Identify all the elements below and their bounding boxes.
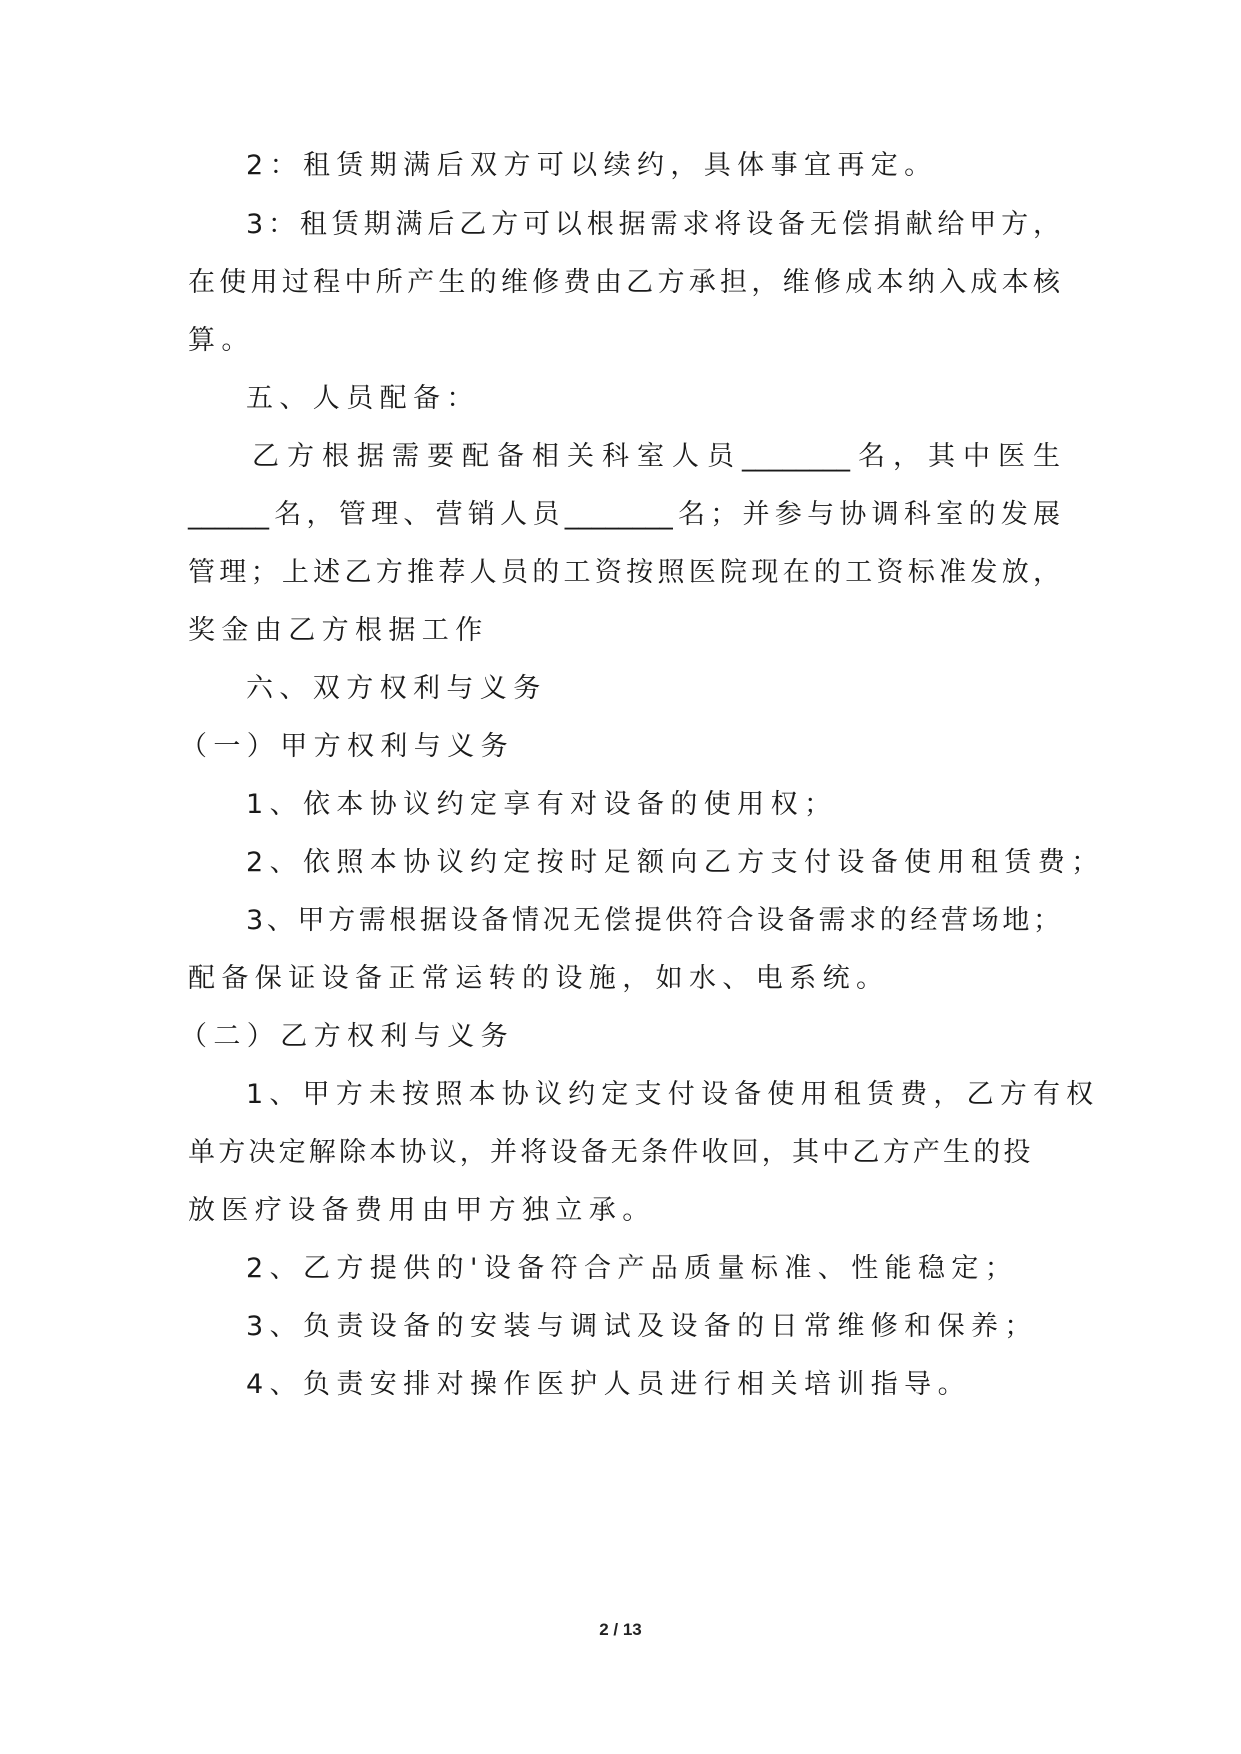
paragraph-line: 3：租赁期满后乙方可以根据需求将设备无偿捐献给甲方， <box>246 209 1060 240</box>
paragraph-line: 管理；上述乙方推荐人员的工资按照医院现在的工资标准发放， <box>188 557 1060 588</box>
paragraph-line: 配备保证设备正常运转的设施，如水、电系统。 <box>188 963 890 994</box>
paragraph-line: 2：租赁期满后双方可以续约，具体事宜再定。 <box>246 150 938 181</box>
paragraph-line: 放医疗设备费用由甲方独立承。 <box>188 1195 656 1226</box>
subsection-heading: （二）乙方权利与义务 <box>180 1021 514 1052</box>
section-heading: 五、人员配备： <box>246 383 480 414</box>
paragraph-line: 在使用过程中所产生的维修费由乙方承担，维修成本纳入成本核 <box>188 267 1060 298</box>
paragraph-line: 1、依本协议约定享有对设备的使用权； <box>246 789 838 820</box>
page-number: 2 / 13 <box>599 1620 642 1639</box>
paragraph-line: 2、依照本协议约定按时足额向乙方支付设备使用租赁费； <box>246 847 1105 878</box>
paragraph-line: 算。 <box>188 325 255 356</box>
paragraph-line: 乙方根据需要配备相关科室人员________名，其中医生 <box>252 441 1060 472</box>
paragraph-line: 1、甲方未按照本协议约定支付设备使用租赁费，乙方有权 <box>246 1079 1100 1110</box>
section-heading: 六、双方权利与义务 <box>246 673 547 704</box>
paragraph-line: 3、甲方需根据设备情况无偿提供符合设备需求的经营场地； <box>246 905 1060 936</box>
paragraph-line: 单方决定解除本协议，并将设备无条件收回，其中乙方产生的投 <box>188 1137 1034 1168</box>
paragraph-line: 2、乙方提供的'设备符合产品质量标准、性能稳定； <box>246 1253 1019 1284</box>
paragraph-line: 4、负责安排对操作医护人员进行相关培训指导。 <box>246 1369 971 1400</box>
paragraph-line: 3、负责设备的安装与调试及设备的日常维修和保养； <box>246 1311 1038 1342</box>
paragraph-line: ______名，管理、营销人员________名；并参与协调科室的发展 <box>188 499 1060 530</box>
paragraph-line: 奖金由乙方根据工作 <box>188 615 489 646</box>
subsection-heading: （一）甲方权利与义务 <box>180 731 514 762</box>
